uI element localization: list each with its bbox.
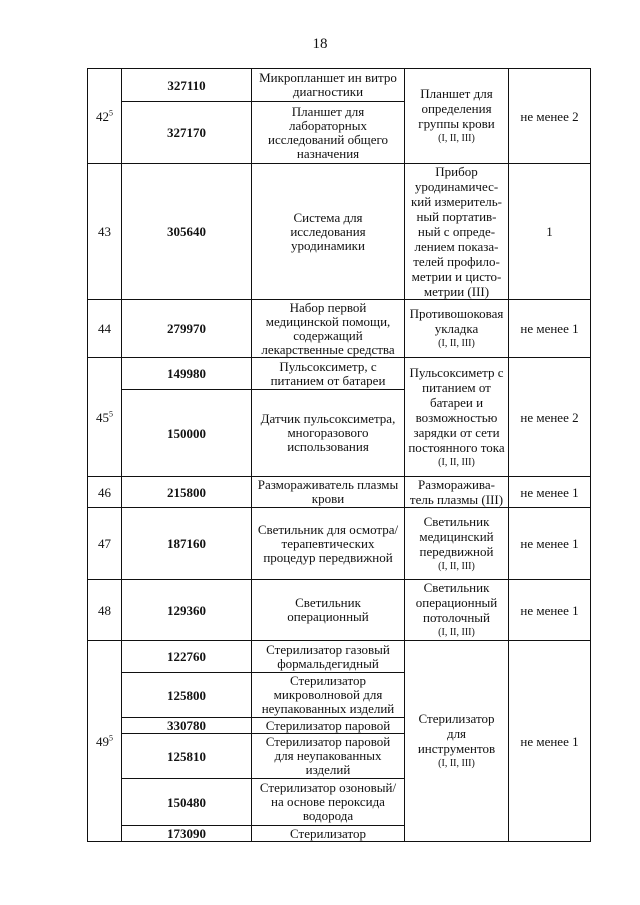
- equipment-table: [87, 68, 591, 842]
- row-number: 48: [88, 580, 122, 641]
- item-code: 187160: [122, 508, 252, 580]
- item-code: 125810: [122, 734, 252, 779]
- quantity-cell: не менее 1: [509, 641, 591, 842]
- item-code: 330780: [122, 718, 252, 734]
- row-number: $49^5$: [88, 641, 122, 842]
- item-code: 215800: [122, 477, 252, 508]
- table-row: [88, 508, 591, 580]
- quantity-cell: не менее 1: [509, 580, 591, 641]
- item-name: Размораживатель плазмы крови: [252, 477, 405, 508]
- table-row: [88, 358, 591, 390]
- category-cell: Пульсоксиметр с питанием от батареи и возможностью зарядки от сети постоянного тока (I, II, III): [405, 358, 509, 477]
- row-number: 47: [88, 508, 122, 580]
- item-name: Светильник для осмотра/терапевтических процедур передвижной: [252, 508, 405, 580]
- table-row: [88, 477, 591, 508]
- page-number: 18: [312, 36, 328, 52]
- item-code: 173090: [122, 826, 252, 842]
- item-name: Стерилизатор озоновый/на основе пероксида водорода: [252, 779, 405, 826]
- table-row: [88, 580, 591, 641]
- quantity-cell: не менее 1: [509, 508, 591, 580]
- row-number: $45^5$: [88, 358, 122, 477]
- item-name: Стерилизатор газовый формальдегидный: [252, 641, 405, 673]
- quantity-cell: 1: [509, 164, 591, 300]
- item-code: 305640: [122, 164, 252, 300]
- quantity-cell: не менее 2: [509, 358, 591, 477]
- item-name: Стерилизатор микроволновой для неупакованных изделий: [252, 673, 405, 718]
- item-code: 150000: [122, 390, 252, 477]
- item-name: Пульсоксиметр, с питанием от батареи: [252, 358, 405, 390]
- item-name: Светильник операционный: [252, 580, 405, 641]
- item-name: Планшет для лабораторных исследований общего назначения: [252, 102, 405, 164]
- item-code: 150480: [122, 779, 252, 826]
- quantity-cell: не менее 1: [509, 300, 591, 358]
- item-name: Набор первой медицинской помощи, содержащий лекарственные средства: [252, 300, 405, 358]
- item-name: Стерилизатор: [252, 826, 405, 842]
- quantity-cell: не менее 2: [509, 69, 591, 164]
- item-code: 327170: [122, 102, 252, 164]
- category-cell: Стерилизатор для инструментов (I, II, III): [405, 641, 509, 842]
- category-cell: Прибор уродинамичес-кий измеритель-ный портатив-ный с опреде-лением показа-телей профило-метрии и цисто-метрии (III): [405, 164, 509, 300]
- category-cell: Светильник операционный потолочный (I, II, III): [405, 580, 509, 641]
- item-code: 129360: [122, 580, 252, 641]
- category-cell: Планшет для определения группы крови (I, II, III): [405, 69, 509, 164]
- row-number: 44: [88, 300, 122, 358]
- item-code: 125800: [122, 673, 252, 718]
- item-code: 149980: [122, 358, 252, 390]
- category-cell: Противошоковая укладка (I, II, III): [405, 300, 509, 358]
- table-row: [88, 300, 591, 358]
- table-row: [88, 69, 591, 102]
- row-number: 46: [88, 477, 122, 508]
- category-cell: Разморажива-тель плазмы (III): [405, 477, 509, 508]
- item-name: Стерилизатор паровой для неупакованных изделий: [252, 734, 405, 779]
- table-row: [88, 641, 591, 673]
- item-name: Микропланшет ин витро диагностики: [252, 69, 405, 102]
- row-number: $42^5$: [88, 69, 122, 164]
- item-code: 279970: [122, 300, 252, 358]
- item-code: 122760: [122, 641, 252, 673]
- table-row: [88, 164, 591, 300]
- row-number: 43: [88, 164, 122, 300]
- item-name: Стерилизатор паровой: [252, 718, 405, 734]
- category-cell: Светильник медицинский передвижной (I, II, III): [405, 508, 509, 580]
- item-code: 327110: [122, 69, 252, 102]
- item-name: Система для исследования уродинамики: [252, 164, 405, 300]
- quantity-cell: не менее 1: [509, 477, 591, 508]
- item-name: Датчик пульсоксиметра, многоразового использования: [252, 390, 405, 477]
